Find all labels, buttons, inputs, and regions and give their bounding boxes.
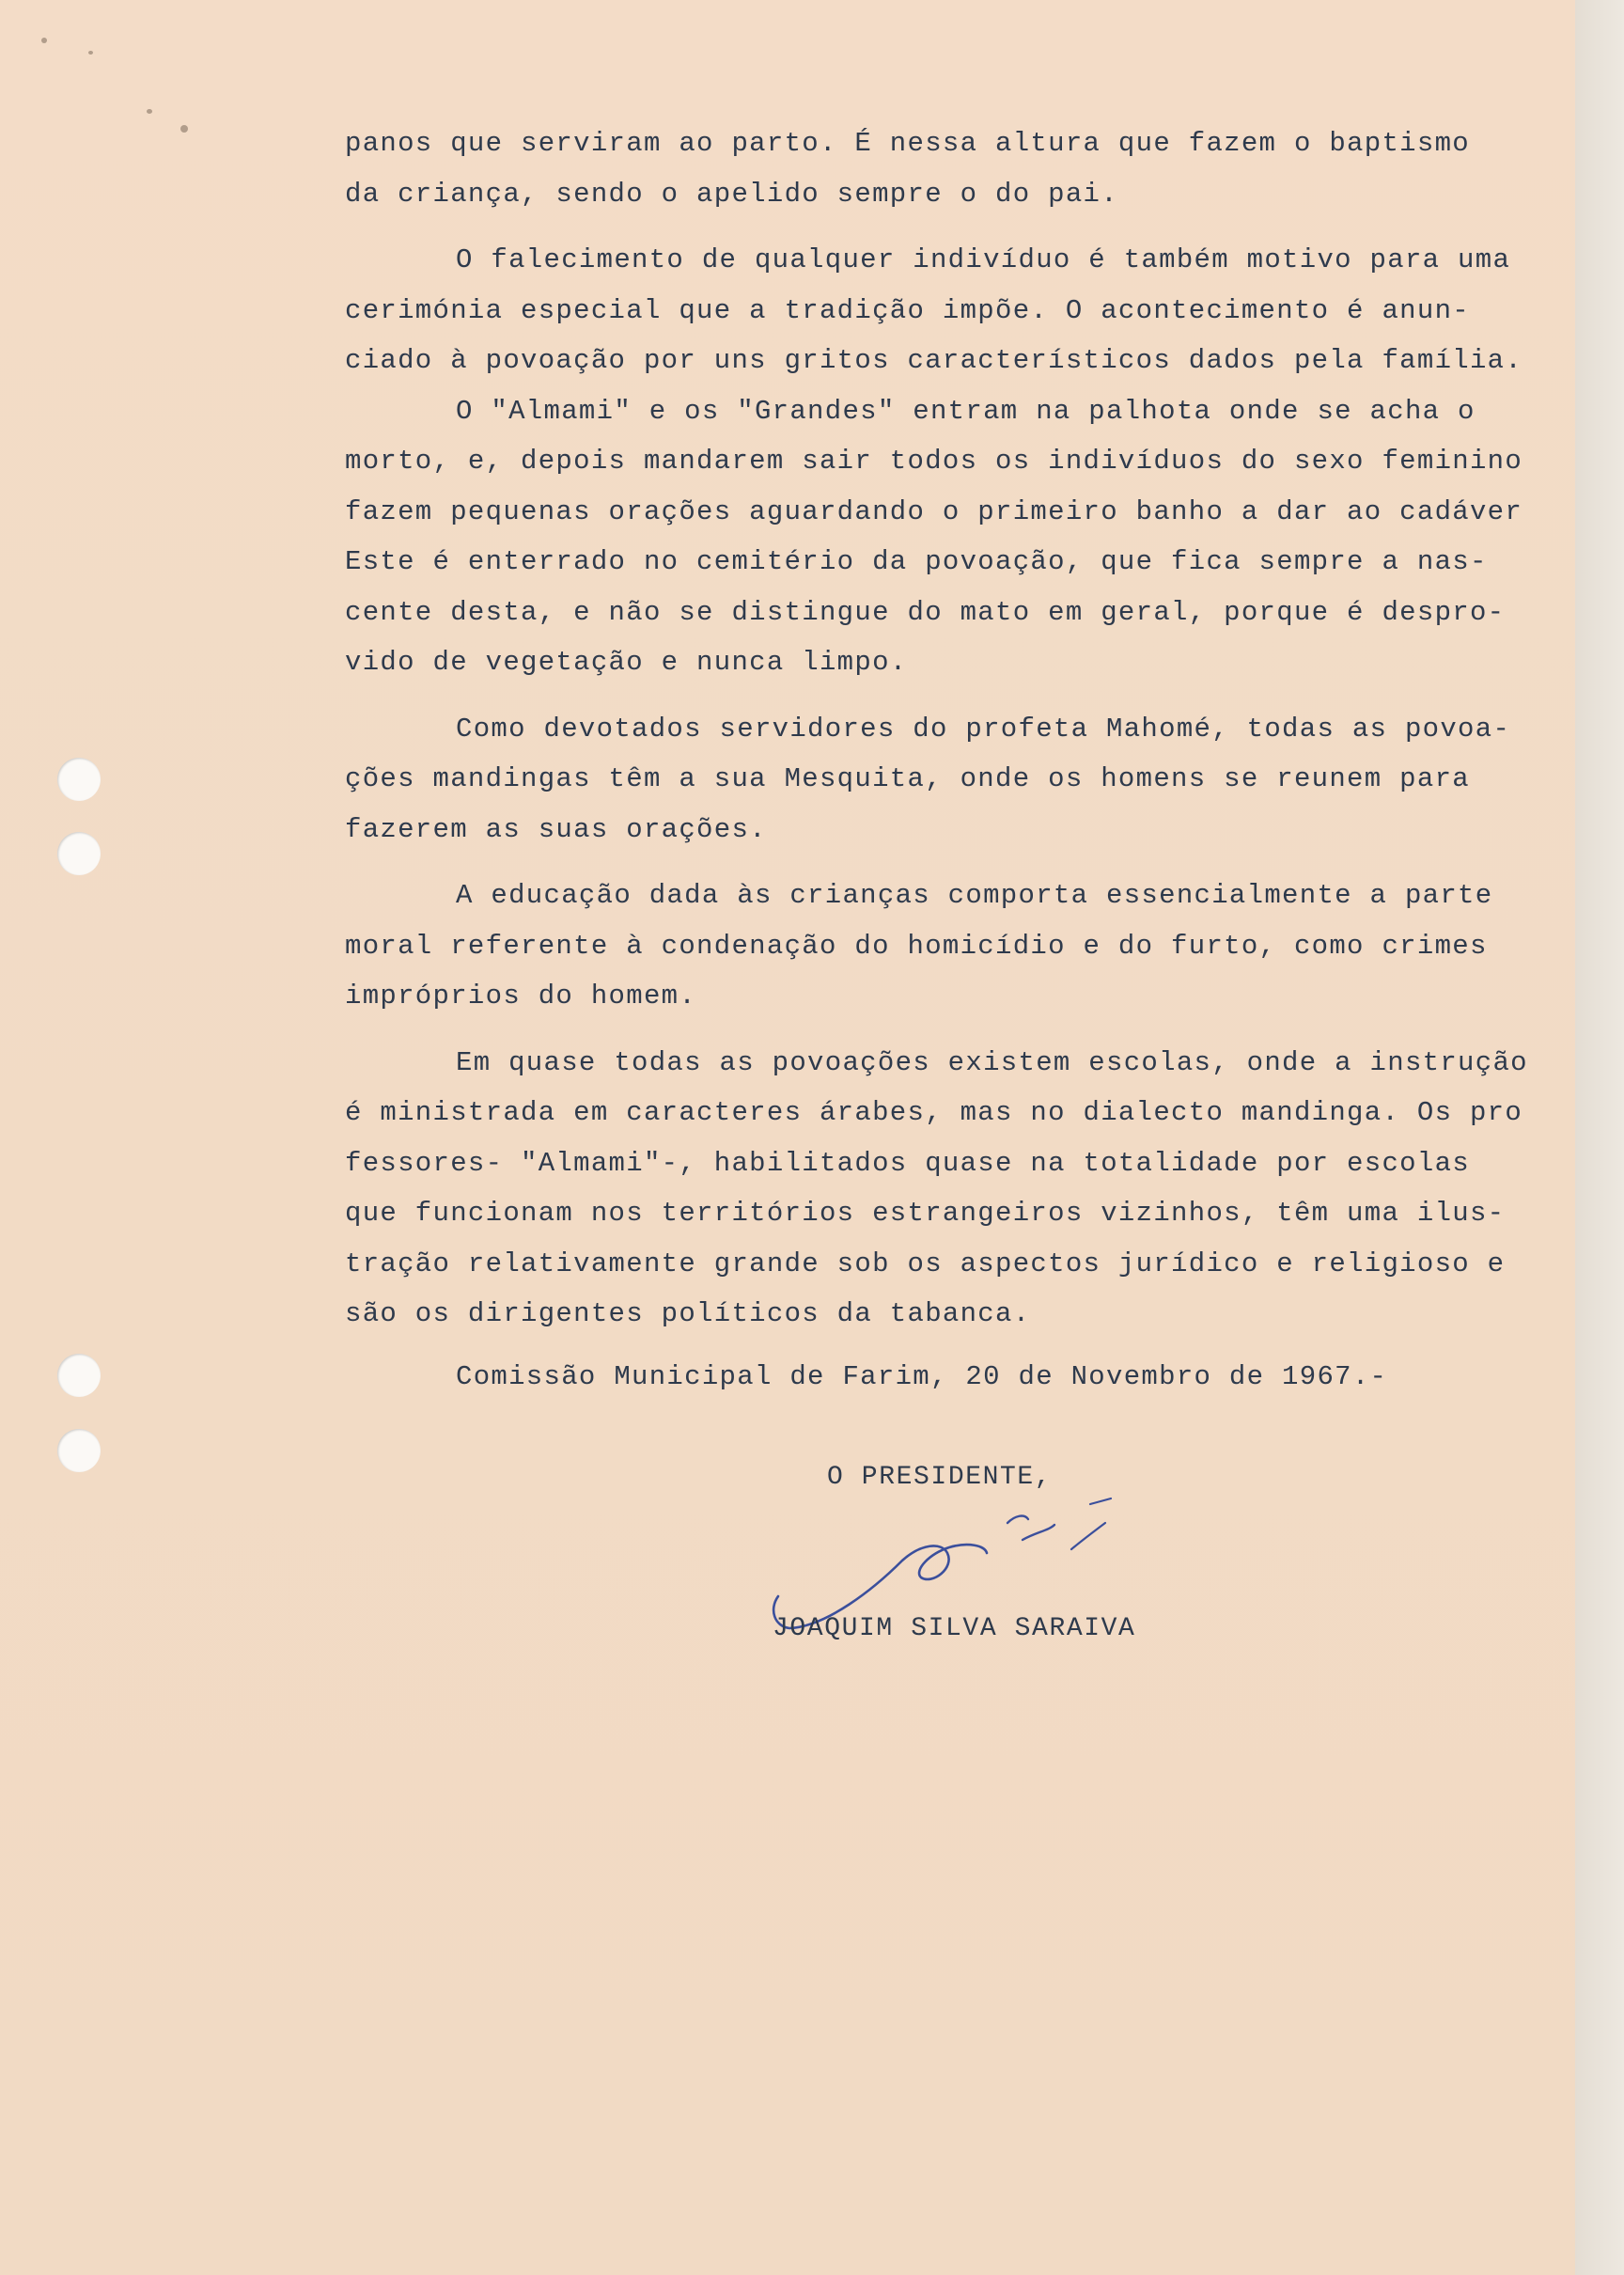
text-line: cerimónia especial que a tradição impõe. O acontecimento é anun- — [345, 294, 1470, 326]
text-line: impróprios do homem. — [345, 981, 697, 1012]
page-edge — [1575, 0, 1624, 2275]
paper-speck — [41, 38, 47, 43]
text-line: são os dirigentes políticos da tabanca. — [345, 1298, 1031, 1329]
text-line: Em quase todas as povoações existem escolas, onde a instrução — [456, 1046, 1528, 1078]
text-line: que funcionam nos territórios estrangeiros vizinhos, têm uma ilus- — [345, 1198, 1506, 1229]
text-line: fazerem as suas orações. — [345, 813, 767, 845]
date-line: Comissão Municipal de Farim, 20 de Novembro de 1967.- — [456, 1361, 1388, 1392]
paragraph — [345, 871, 1585, 1022]
text-line: é ministrada em caracteres árabes, mas no dialecto mandinga. Os pro — [345, 1097, 1523, 1128]
text-line: morto, e, depois mandarem sair todos os indivíduos do sexo feminino — [345, 446, 1523, 477]
text-line: moral referente à condenação do homicídio e do furto, como crimes — [345, 930, 1488, 962]
paragraph-gap — [345, 855, 1585, 871]
punch-hole — [57, 1429, 101, 1472]
paragraph-gap — [345, 219, 1585, 235]
text-line: cente desta, e não se distingue do mato em geral, porque é despro- — [345, 596, 1506, 628]
paper-speck — [147, 109, 152, 114]
signature-name: JOAQUIM SILVA SARAIVA — [773, 1614, 1136, 1643]
paragraph — [345, 1038, 1585, 1340]
text-line: fessores- "Almami"-, habilitados quase na totalidade por escolas — [345, 1147, 1470, 1179]
text-line: tração relativamente grande sob os aspectos jurídico e religioso e — [345, 1247, 1506, 1279]
text-line: ciado à povoação por uns gritos característicos dados pela família. — [345, 345, 1523, 376]
text-line: da criança, sendo o apelido sempre o do pai. — [345, 178, 1118, 210]
text-line: panos que serviram ao parto. É nessa altura que fazem o baptismo — [345, 128, 1470, 159]
text-line: vido de vegetação e nunca limpo. — [345, 647, 908, 678]
paragraph — [345, 235, 1585, 688]
text-line: Como devotados servidores do profeta Mahomé, todas as povoa- — [456, 713, 1511, 745]
punch-hole — [57, 758, 101, 801]
paragraph — [345, 118, 1585, 219]
paragraph-gap — [345, 1022, 1585, 1038]
text-line: ções mandingas têm a sua Mesquita, onde os homens se reunem para — [345, 763, 1470, 794]
text-line: O "Almami" e os "Grandes" entram na palhota onde se acha o — [456, 395, 1476, 427]
paragraph-gap — [345, 688, 1585, 704]
paper-speck — [88, 51, 93, 55]
paper-speck — [180, 125, 188, 133]
punch-hole — [57, 832, 101, 875]
text-line: A educação dada às crianças comporta essencialmente a parte — [456, 880, 1493, 911]
signature-title: O PRESIDENTE, — [827, 1463, 1053, 1492]
text-line: Este é enterrado no cemitério da povoação, que fica sempre a nas- — [345, 546, 1488, 577]
paragraph — [345, 704, 1585, 855]
document-text — [345, 118, 1585, 1340]
text-line: fazem pequenas orações aguardando o primeiro banho a dar ao cadáver — [345, 495, 1523, 527]
punch-hole — [57, 1354, 101, 1397]
text-line: O falecimento de qualquer indivíduo é também motivo para uma — [456, 244, 1511, 275]
